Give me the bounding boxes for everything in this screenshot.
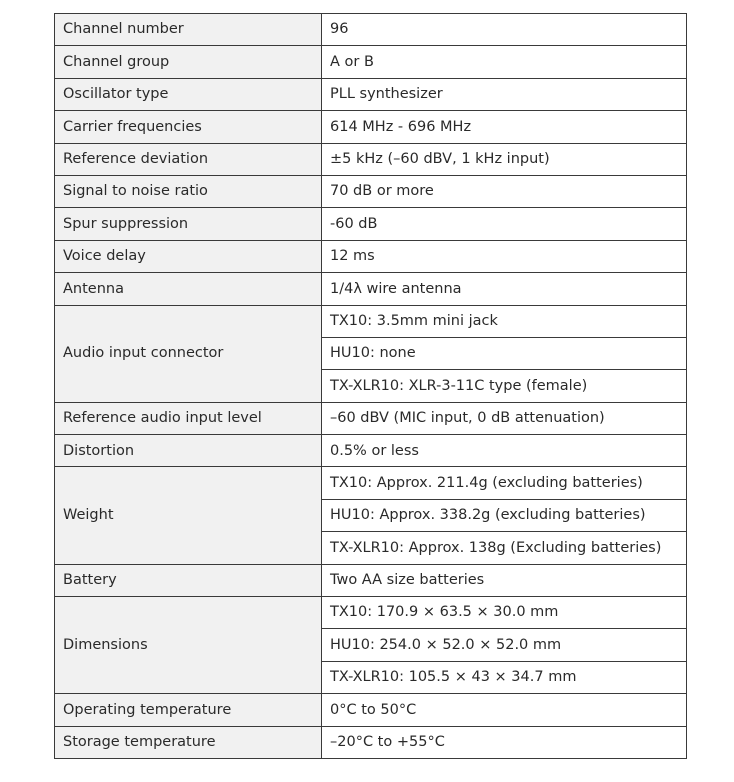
table-row	[55, 726, 687, 758]
spec-value: 96	[322, 14, 687, 46]
spec-value: Two AA size batteries	[322, 564, 687, 596]
table-row	[55, 240, 687, 272]
table-row	[55, 208, 687, 240]
spec-value: TX10: 3.5mm mini jack	[322, 305, 687, 337]
spec-label: Operating temperature	[55, 694, 322, 726]
spec-label: Channel group	[55, 46, 322, 78]
spec-value: TX-XLR10: 105.5 × 43 × 34.7 mm	[322, 661, 687, 693]
spec-value: TX10: Approx. 211.4g (excluding batteries)	[322, 467, 687, 499]
spec-label: Dimensions	[55, 597, 322, 694]
spec-value: 70 dB or more	[322, 175, 687, 207]
spec-value: 1/4λ wire antenna	[322, 273, 687, 305]
table-row	[55, 467, 687, 499]
spec-value: TX-XLR10: XLR-3-11C type (female)	[322, 370, 687, 402]
table-row	[55, 694, 687, 726]
spec-label: Weight	[55, 467, 322, 564]
spec-value: TX10: 170.9 × 63.5 × 30.0 mm	[322, 597, 687, 629]
table-row	[55, 111, 687, 143]
spec-value: -60 dB	[322, 208, 687, 240]
table-row	[55, 14, 687, 46]
spec-label: Battery	[55, 564, 322, 596]
table-row	[55, 143, 687, 175]
spec-value: –20°C to +55°C	[322, 726, 687, 758]
table-row	[55, 402, 687, 434]
table-row	[55, 597, 687, 629]
table-row	[55, 175, 687, 207]
spec-value: 12 ms	[322, 240, 687, 272]
spec-value: ±5 kHz (–60 dBV, 1 kHz input)	[322, 143, 687, 175]
table-row	[55, 564, 687, 596]
spec-label: Reference audio input level	[55, 402, 322, 434]
spec-value: TX-XLR10: Approx. 138g (Excluding batteries)	[322, 532, 687, 564]
spec-value: HU10: none	[322, 337, 687, 369]
spec-label: Distortion	[55, 435, 322, 467]
spec-value: 614 MHz - 696 MHz	[322, 111, 687, 143]
spec-value: A or B	[322, 46, 687, 78]
spec-label: Voice delay	[55, 240, 322, 272]
spec-label: Antenna	[55, 273, 322, 305]
table-row	[55, 305, 687, 337]
spec-table	[54, 13, 687, 759]
spec-label: Carrier frequencies	[55, 111, 322, 143]
table-row	[55, 46, 687, 78]
spec-value: 0.5% or less	[322, 435, 687, 467]
table-row	[55, 435, 687, 467]
spec-value: PLL synthesizer	[322, 78, 687, 110]
spec-label: Spur suppression	[55, 208, 322, 240]
spec-label: Audio input connector	[55, 305, 322, 402]
spec-label: Channel number	[55, 14, 322, 46]
table-row	[55, 78, 687, 110]
spec-value: HU10: 254.0 × 52.0 × 52.0 mm	[322, 629, 687, 661]
spec-label: Reference deviation	[55, 143, 322, 175]
spec-value: 0°C to 50°C	[322, 694, 687, 726]
spec-label: Storage temperature	[55, 726, 322, 758]
spec-label: Oscillator type	[55, 78, 322, 110]
table-row	[55, 273, 687, 305]
spec-label: Signal to noise ratio	[55, 175, 322, 207]
spec-value: –60 dBV (MIC input, 0 dB attenuation)	[322, 402, 687, 434]
spec-value: HU10: Approx. 338.2g (excluding batteries)	[322, 499, 687, 531]
spec-table-body	[55, 14, 687, 759]
